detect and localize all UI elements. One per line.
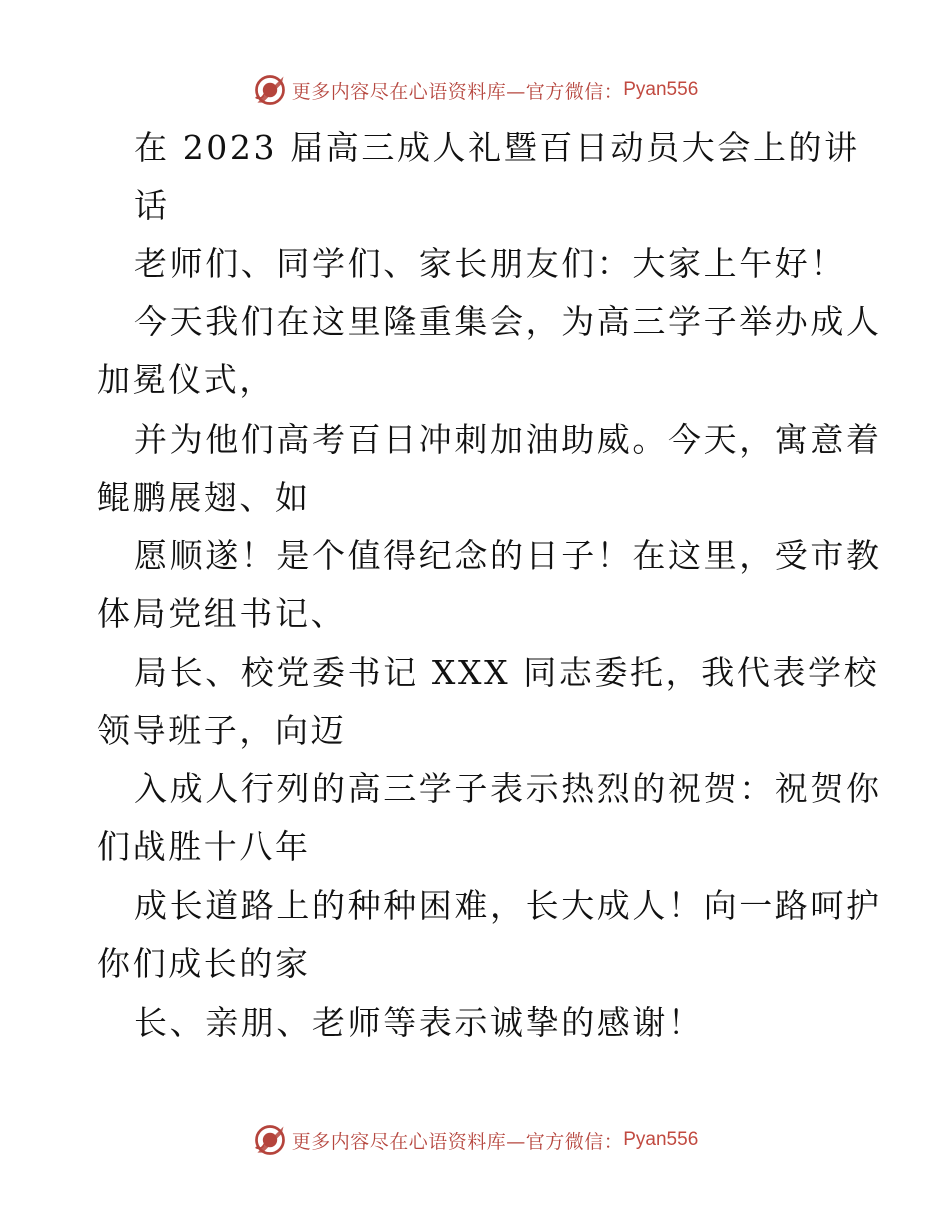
body-line: 成长道路上的种种困难，长大成人！向一路呵护 [134, 886, 882, 925]
document-title-line: 在 2023 届高三成人礼暨百日动员大会上的讲 [134, 128, 860, 167]
body-line: 你们成长的家 [97, 944, 311, 983]
body-line: 们战胜十八年 [97, 827, 311, 866]
body-line: 长、亲朋、老师等表示诚挚的感谢！ [134, 1003, 704, 1042]
header-banner-text: 更多内容尽在心语资料库—官方微信： [291, 80, 624, 103]
body-line: 今天我们在这里隆重集会，为高三学子举办成人 [134, 302, 882, 341]
body-line: 并为他们高考百日冲刺加油助威。今天，寓意着 [134, 420, 882, 459]
body-line: 鲲鹏展翅、如 [97, 478, 311, 517]
document-title-line: 话 [134, 186, 170, 225]
body-line: 愿顺遂！是个值得纪念的日子！在这里，受市教 [134, 536, 882, 575]
footer-banner-text: 更多内容尽在心语资料库—官方微信： [291, 1130, 624, 1153]
footer-banner-account: Pyan556 [623, 1129, 699, 1150]
body-line: 老师们、同学们、家长朋友们：大家上午好！ [134, 244, 846, 283]
pen-logo-icon [252, 1122, 288, 1158]
body-line: 局长、校党委书记 XXX 同志委托，我代表学校 [134, 653, 880, 692]
body-line: 加冕仪式， [97, 360, 275, 399]
pen-logo-icon [252, 72, 288, 108]
body-line: 体局党组书记、 [97, 594, 347, 633]
body-line: 入成人行列的高三学子表示热烈的祝贺：祝贺你 [134, 769, 882, 808]
header-banner [0, 70, 950, 110]
footer-banner [0, 1120, 950, 1160]
body-line: 领导班子，向迈 [97, 711, 347, 750]
header-banner-account: Pyan556 [623, 79, 699, 100]
